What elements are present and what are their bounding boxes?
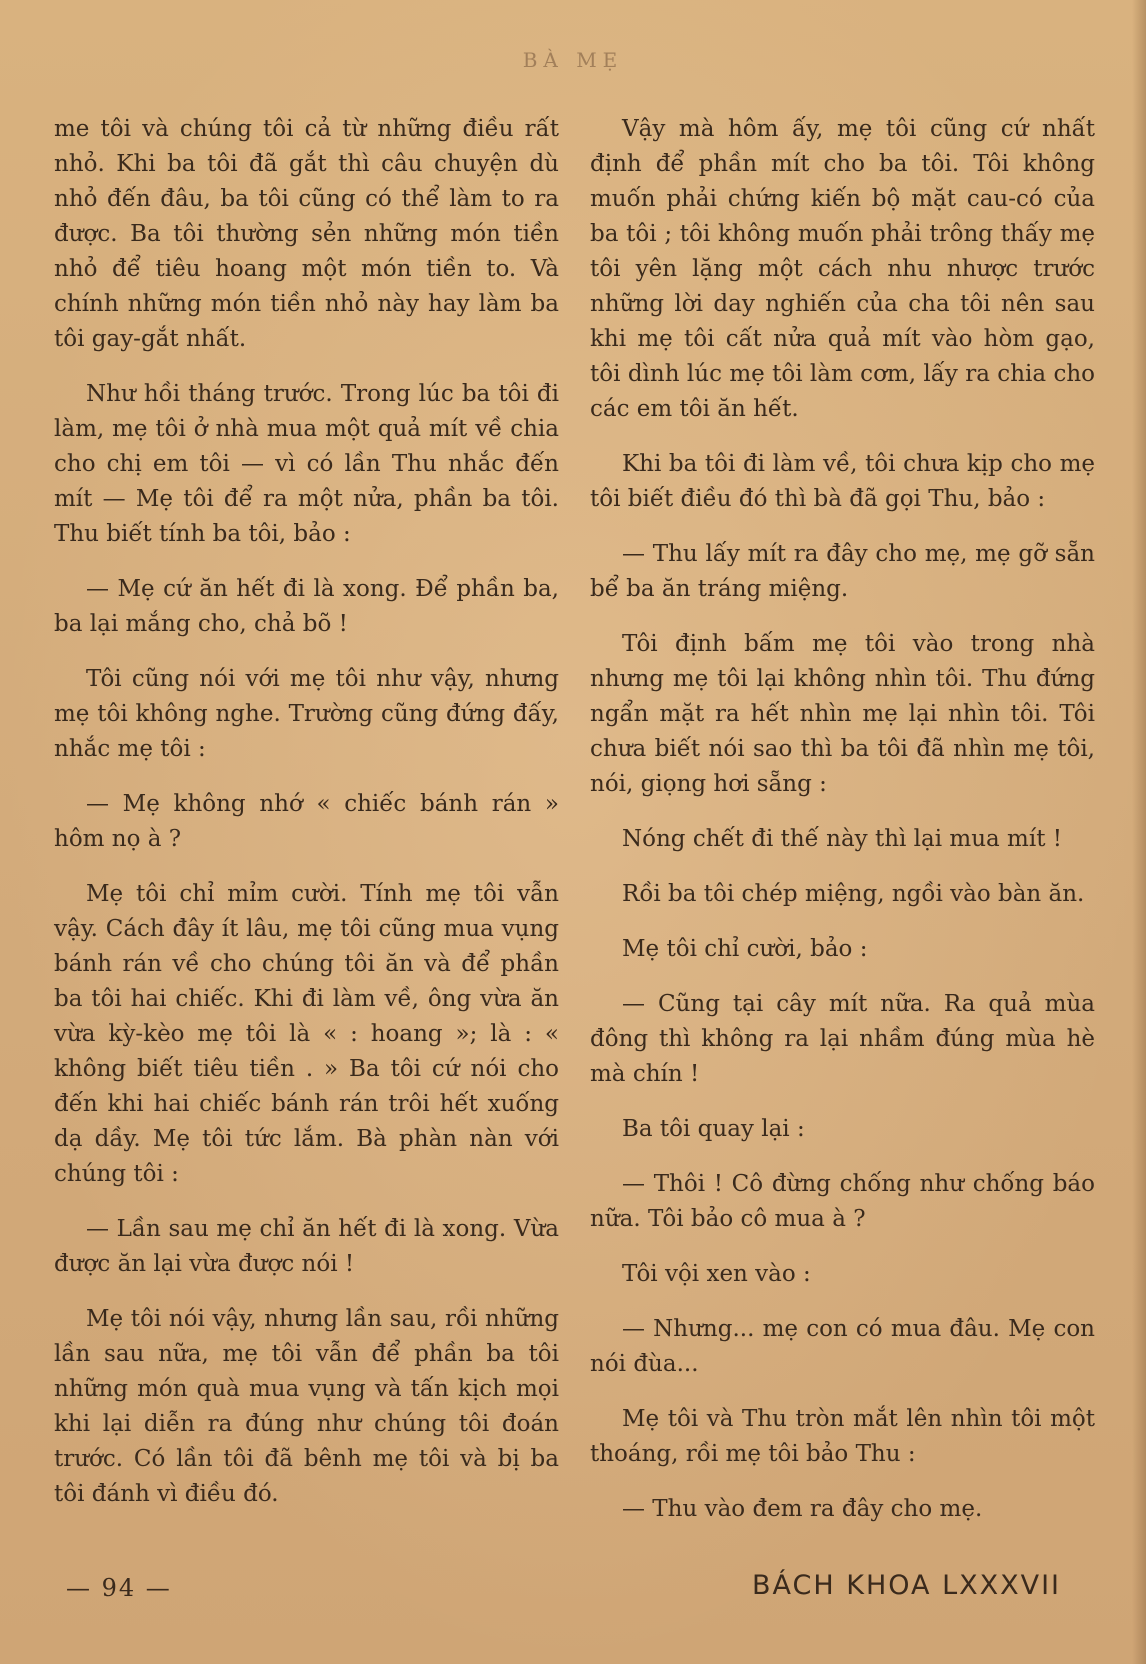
paragraph: — Thôi ! Cô đừng chống như chống báo nữa. Tôi bảo cô mua à ? — [590, 1171, 1095, 1232]
right-column — [590, 112, 1095, 1547]
journal-title: BÁCH KHOA LXXXVII — [752, 1570, 1062, 1601]
running-head: BÀ MẸ — [522, 48, 624, 72]
page-edge-shadow — [1132, 0, 1146, 1664]
paragraph: — Mẹ không nhớ « chiếc bánh rán » hôm nọ à ? — [54, 791, 559, 852]
page-number: — 94 — — [66, 1574, 172, 1602]
paragraph: Tôi vội xen vào : — [622, 1261, 811, 1287]
paragraph: Vậy mà hôm ấy, mẹ tôi cũng cứ nhất định để phần mít cho ba tôi. Tôi không muốn phải chứng kiến bộ mặt cau-có của ba tôi ; tôi không muốn phải trông thấy mẹ tôi yên lặng một cách nhu nhược trước những lời day nghiến của cha tôi nên sau khi mẹ tôi cất nửa quả mít vào hòm gạo, tôi dình lúc mẹ tôi làm cơm, lấy ra chia cho các em tôi ăn hết. — [590, 116, 1095, 422]
paragraph: Tôi cũng nói với mẹ tôi như vậy, nhưng mẹ tôi không nghe. Trường cũng đứng đấy, nhắc mẹ tôi : — [54, 666, 559, 762]
paragraph: Mẹ tôi nói vậy, nhưng lần sau, rồi những lần sau nữa, mẹ tôi vẫn để phần ba tôi những món quà mua vụng và tấn kịch mọi khi lại diễn ra đúng như chúng tôi đoán trước. Có lần tôi đã bênh mẹ tôi và bị ba tôi đánh vì điều đó. — [54, 1306, 559, 1507]
paragraph: Rồi ba tôi chép miệng, ngồi vào bàn ăn. — [622, 881, 1085, 907]
left-column — [54, 112, 559, 1532]
paragraph: — Mẹ cứ ăn hết đi là xong. Để phần ba, ba lại mắng cho, chả bõ ! — [54, 576, 559, 637]
paragraph: me tôi và chúng tôi cả từ những điều rất nhỏ. Khi ba tôi đã gắt thì câu chuyện dù nhỏ đến đâu, ba tôi cũng có thể làm to ra được. Ba tôi thường sẻn những món tiền nhỏ để tiêu hoang một món tiền to. Và chính những món tiền nhỏ này hay làm ba tôi gay-gắt nhất. — [54, 116, 559, 352]
paragraph: — Lần sau mẹ chỉ ăn hết đi là xong. Vừa được ăn lại vừa được nói ! — [54, 1216, 559, 1277]
paragraph: Tôi định bấm mẹ tôi vào trong nhà nhưng mẹ tôi lại không nhìn tôi. Thu đứng ngẩn mặt ra hết nhìn mẹ lại nhìn tôi. Tôi chưa biết nói sao thì ba tôi đã nhìn mẹ tôi, nói, giọng hơi sẵng : — [590, 631, 1095, 797]
paragraph: Mẹ tôi và Thu tròn mắt lên nhìn tôi một thoáng, rồi mẹ tôi bảo Thu : — [590, 1406, 1095, 1467]
paragraph: Nóng chết đi thế này thì lại mua mít ! — [622, 826, 1063, 852]
paragraph: Mẹ tôi chỉ cười, bảo : — [622, 936, 868, 962]
paragraph: — Nhưng... mẹ con có mua đâu. Mẹ con nói đùa... — [590, 1316, 1095, 1377]
paragraph: Ba tôi quay lại : — [622, 1116, 805, 1142]
paragraph: — Thu lấy mít ra đây cho mẹ, mẹ gỡ sẵn bể ba ăn tráng miệng. — [590, 541, 1095, 602]
paragraph: — Cũng tại cây mít nữa. Ra quả mùa đông thì không ra lại nhầm đúng mùa hè mà chín ! — [590, 991, 1095, 1087]
paragraph: Khi ba tôi đi làm về, tôi chưa kịp cho mẹ tôi biết điều đó thì bà đã gọi Thu, bảo : — [590, 451, 1095, 512]
paragraph: — Thu vào đem ra đây cho mẹ. — [622, 1496, 983, 1522]
paragraph: Như hồi tháng trước. Trong lúc ba tôi đi làm, mẹ tôi ở nhà mua một quả mít về chia cho chị em tôi — vì có lần Thu nhắc đến mít — Mẹ tôi để ra một nửa, phần ba tôi. Thu biết tính ba tôi, bảo : — [54, 381, 559, 547]
paragraph: Mẹ tôi chỉ mỉm cười. Tính mẹ tôi vẫn vậy. Cách đây ít lâu, mẹ tôi cũng mua vụng bánh rán về cho chúng tôi ăn và để phần ba tôi hai chiếc. Khi đi làm về, ông vừa ăn vừa kỳ-kèo mẹ tôi là « : hoang »; là : « không biết tiêu tiền . » Ba tôi cứ nói cho đến khi hai chiếc bánh rán trôi hết xuống dạ dầy. Mẹ tôi tức lắm. Bà phàn nàn với chúng tôi : — [54, 881, 559, 1187]
